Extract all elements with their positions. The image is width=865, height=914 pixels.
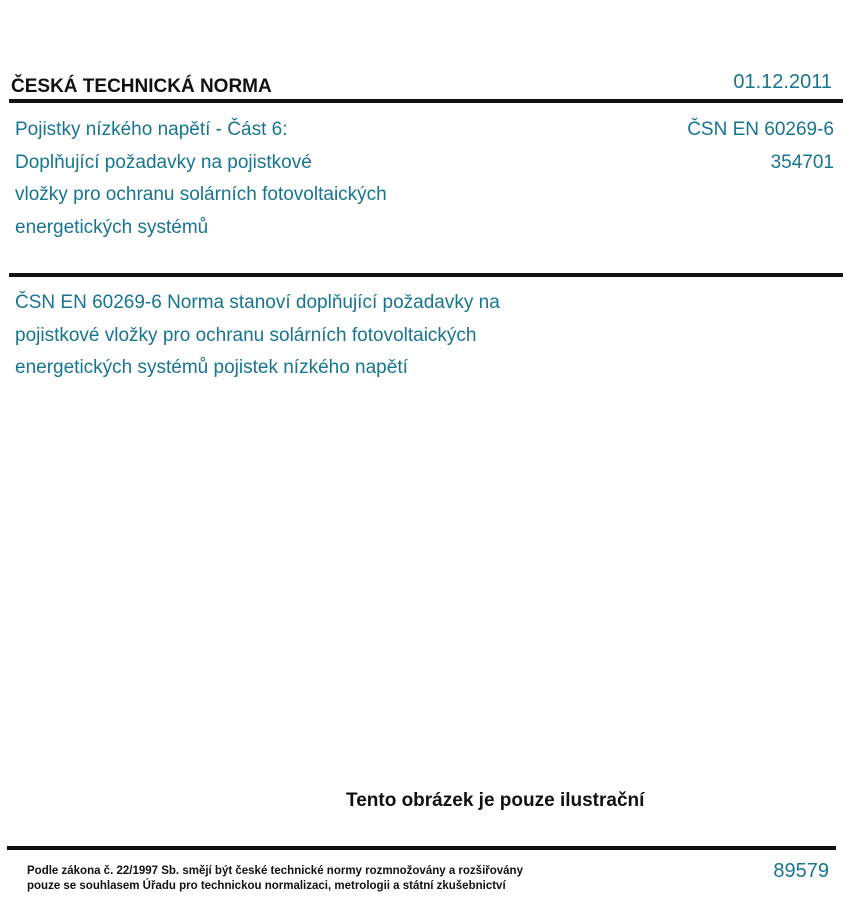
header-divider <box>9 99 843 103</box>
legal-notice-line: Podle zákona č. 22/1997 Sb. smějí být české technické normy rozmnožovány a rozšiřovány <box>27 865 523 877</box>
document-header-title: ČESKÁ TECHNICKÁ NORMA <box>11 76 272 97</box>
standard-title-line: Pojistky nízkého napětí - Část 6: <box>15 119 288 140</box>
illustration-notice: Tento obrázek je pouze ilustrační <box>346 790 645 811</box>
classification-code: 354701 <box>770 151 834 173</box>
abstract-line: energetických systémů pojistek nízkého napětí <box>15 357 408 378</box>
footer-divider <box>7 846 836 850</box>
issue-date: 01.12.2011 <box>733 71 832 93</box>
document-number: 89579 <box>773 860 829 882</box>
section-divider <box>9 273 843 277</box>
legal-notice <box>27 864 523 894</box>
standard-title-line: vložky pro ochranu solárních fotovoltaických <box>15 184 387 205</box>
standard-title-line: Doplňující požadavky na pojistkové <box>15 151 312 173</box>
standard-designation: ČSN EN 60269-6 <box>687 119 834 140</box>
legal-notice-line: pouze se souhlasem Úřadu pro technickou normalizaci, metrologii a státní zkušebnictví <box>27 880 506 892</box>
standard-title-line: energetických systémů <box>15 216 209 238</box>
abstract-line: pojistkové vložky pro ochranu solárních fotovoltaických <box>15 324 477 346</box>
standard-title <box>15 114 535 244</box>
abstract-line: ČSN EN 60269-6 Norma stanoví doplňující požadavky na <box>15 292 500 313</box>
standard-codes <box>687 114 834 179</box>
standard-abstract <box>15 287 635 385</box>
